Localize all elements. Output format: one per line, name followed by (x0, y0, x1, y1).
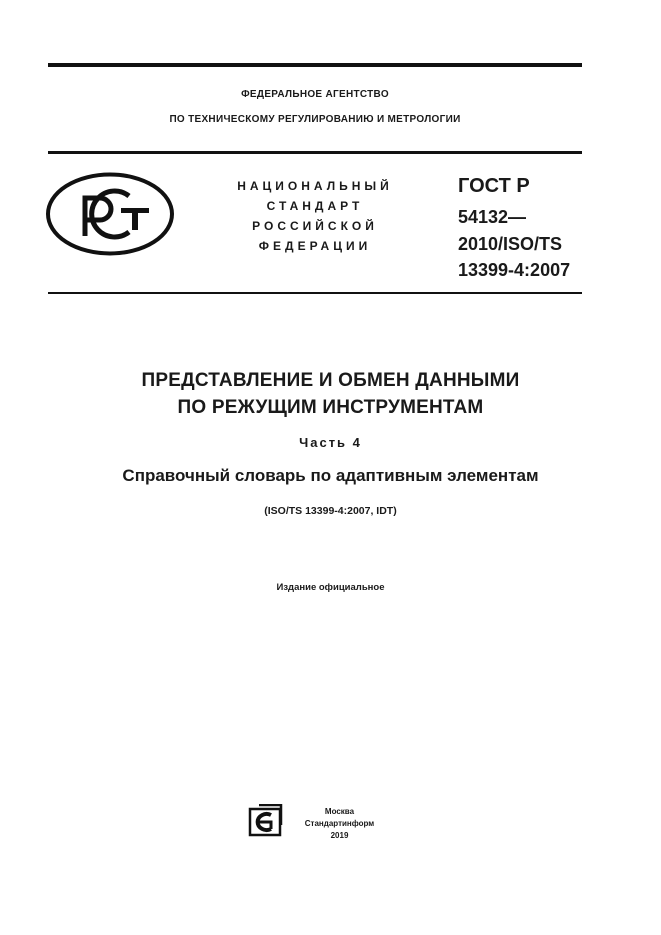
publisher-name: Стандартинформ (304, 819, 375, 828)
national-line-2: СТАНДАРТ (266, 199, 364, 213)
agency-line-2: ПО ТЕХНИЧЕСКОМУ РЕГУЛИРОВАНИЮ И МЕТРОЛОГИИ (169, 114, 461, 125)
national-line-3: РОССИЙСКОЙ (252, 219, 378, 233)
standard-block-rule (48, 292, 582, 294)
gost-code-line-3: 2010/ISO/TS (458, 234, 563, 254)
publication-year: 2019 (330, 831, 349, 840)
part-label: Часть 4 (299, 435, 362, 450)
publisher-city: Москва (324, 807, 355, 816)
national-line-4: ФЕДЕРАЦИИ (258, 239, 372, 253)
agency-line-1: ФЕДЕРАЛЬНОЕ АГЕНТСТВО (241, 89, 389, 100)
edition-label: Издание официальное (276, 582, 385, 593)
gost-code-line-4: 13399-4:2007 (458, 260, 571, 280)
national-line-1: НАЦИОНАЛЬНЫЙ (237, 179, 393, 193)
header-rule (48, 151, 582, 154)
document-subtitle: Справочный словарь по адаптивным элементам (122, 466, 539, 485)
standartinform-logo-icon (248, 804, 284, 838)
document-title-line-2: ПО РЕЖУЩИМ ИНСТРУМЕНТАМ (177, 397, 484, 418)
iso-reference: (ISO/TS 13399-4:2007, IDT) (264, 505, 397, 517)
gost-code-line-1: ГОСТ Р (458, 175, 530, 197)
rst-certification-mark-icon (45, 172, 175, 256)
document-title-line-1: ПРЕДСТАВЛЕНИЕ И ОБМЕН ДАННЫМИ (141, 370, 520, 391)
top-rule (48, 63, 582, 67)
gost-code-line-2: 54132— (458, 207, 527, 227)
